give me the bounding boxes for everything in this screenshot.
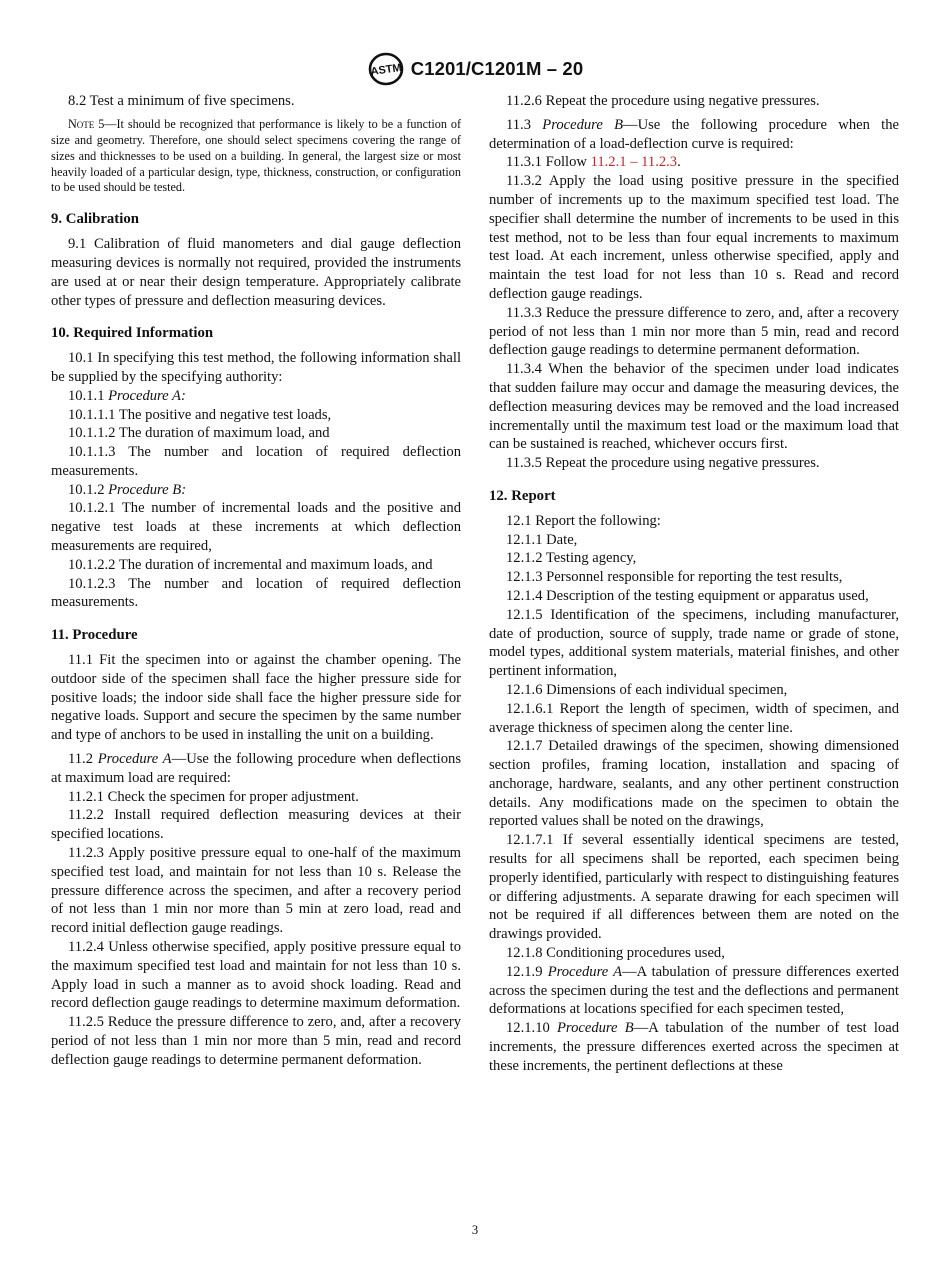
standard-designation: C1201/C1201M – 20 <box>410 58 584 79</box>
section-10-1-1-3: 10.1.1.3 The number and location of required deflection measurements. <box>51 444 461 479</box>
section-12-1: 12.1 Report the following: <box>506 512 661 529</box>
section-9-1: 9.1 Calibration of fluid manometers and dial gauge deflection measuring devices is normally not required, provided the instruments are used at or near their design temperature. Appropriately calibrate other types of pressure and deflection measuring devices. <box>51 236 461 309</box>
section-11-2-5: 11.2.5 Reduce the pressure difference to zero, and, after a recovery period of not less than 1 min nor more than 5 min, read and record deflection gauge readings to determine permanent deformation. <box>51 1014 461 1068</box>
section-12-1-5: 12.1.5 Identification of the specimens, including manufacturer, date of production, source of supply, trade name or grade of stone, model types, additional system materials, material finishes, and other pertinent information, <box>489 606 899 680</box>
page-number: 3 <box>471 1223 479 1237</box>
heading-report: 12. Report <box>489 487 556 504</box>
section-12-1-3: 12.1.3 Personnel responsible for reporting the test results, <box>506 569 843 586</box>
section-11-2-3: 11.2.3 Apply positive pressure equal to one-half of the maximum specified test load, and maintain for not less than 10 s. Release the pressure difference across the specimen, and after a recovery period of not less than 1 min nor more than 5 min at zero load, read and record initial deflection gauge readings. <box>51 845 461 937</box>
astm-logo-icon <box>367 52 405 86</box>
section-10-1-1: 10.1.1 Procedure A: <box>68 387 186 404</box>
section-8-2: 8.2 Test a minimum of five specimens. <box>68 93 295 109</box>
section-11-3-2: 11.3.2 Apply the load using positive pressure in the specified number of increments up to the maximum specified test load. The specifier shall determine the number of increments to be used in this test method, not to be less than four equal increments to maximum test load. At each increment, unless otherwise specified, apply and maintain the test load for not less than 10 s. Read and record deflection gauge readings. <box>489 173 899 302</box>
section-11-3: 11.3 Procedure B—Use the following procedure when the determination of a load-deflection curve is required: <box>489 116 899 152</box>
section-12-1-9: 12.1.9 Procedure A—A tabulation of pressure differences exerted across the specimen during the test and the deflections and permanent deformations at locations specified for each specimen tested, <box>489 963 899 1018</box>
heading-procedure: 11. Procedure <box>51 627 138 644</box>
section-10-1-1-1: 10.1.1.1 The positive and negative test loads, <box>68 406 332 423</box>
section-11-2-6: 11.2.6 Repeat the procedure using negative pressures. <box>506 93 820 109</box>
section-10-1-2-1: 10.1.2.1 The number of incremental loads and the positive and negative test loads at these increments at which deflection measurements are required, <box>51 500 461 555</box>
section-12-1-6: 12.1.6 Dimensions of each individual specimen, <box>506 681 788 698</box>
heading-required-information: 10. Required Information <box>51 325 214 342</box>
section-12-1-2: 12.1.2 Testing agency, <box>506 550 637 567</box>
section-11-3-5: 11.3.5 Repeat the procedure using negative pressures. <box>506 455 820 472</box>
page-header <box>0 52 950 91</box>
section-11-3-1: 11.3.1 Follow 11.2.1 – 11.2.3. <box>506 154 681 171</box>
section-11-1: 11.1 Fit the specimen into or against the chamber opening. The outdoor side of the specimen shall face the higher pressure side for positive loads; the indoor side shall face the higher pressure side for negative loads. Support and secure the specimen by the same number and type of anchors to be used in installing the unit on a building. <box>51 652 461 744</box>
section-12-1-1: 12.1.1 Date, <box>506 531 578 548</box>
section-10-1-2-3: 10.1.2.3 The number and location of required deflection measurements. <box>51 575 461 611</box>
section-11-2-4: 11.2.4 Unless otherwise specified, apply positive pressure equal to the maximum specified test load and maintain for not less than 10 s. Apply load in such a manner as to avoid shock loading. Read and record deflection gauge readings to determine maximum deformation. <box>51 939 461 1012</box>
cross-reference-link[interactable]: 11.2.1 – 11.2.3 <box>590 154 678 171</box>
section-12-1-7: 12.1.7 Detailed drawings of the specimen, showing dimensioned section profiles, framing location, installation and spacing of anchorage, hardware, sealants, and any other pertinent construction details. Any modifications made on the specimen to obtain the reported values shall be noted on the drawings, <box>489 738 899 830</box>
heading-calibration: 9. Calibration <box>51 211 139 228</box>
section-10-1-2: 10.1.2 Procedure B: <box>68 481 187 498</box>
section-10-1: 10.1 In specifying this test method, the following information shall be supplied by the specifying authority: <box>51 350 461 385</box>
section-12-1-6-1: 12.1.6.1 Report the length of specimen, width of specimen, and average thickness of specimen along the center line. <box>489 700 899 736</box>
left-column <box>51 92 461 1070</box>
section-12-1-8: 12.1.8 Conditioning procedures used, <box>506 945 725 962</box>
section-12-1-4: 12.1.4 Description of the testing equipment or apparatus used, <box>506 587 869 604</box>
note-5: Note 5—It should be recognized that performance is likely to be a function of size and geometry. Therefore, one should select specimens covering the range of sizes and thicknesses to be used on a building. In general, the largest size or most heavily loaded of a particular design, type, thickness, construction, or configuration to be used should be tested. <box>51 116 462 195</box>
section-12-1-7-1: 12.1.7.1 If several essentially identical specimens are tested, results for all specimens shall be reported, each specimen being properly identified, particularly with respect to distinguishing features or differing adjustments. A separate drawing for each specimen will not be required if all differences between them are noted on the drawings provided. <box>489 832 899 943</box>
section-10-1-1-2: 10.1.1.2 The duration of maximum load, and <box>68 425 330 442</box>
section-11-3-4: 11.3.4 When the behavior of the specimen under load indicates that sudden failure may occur and damage the measuring devices, the deflection measuring devices may be removed and the load increased incrementally until the maximum test load or the maximum load that can be sustained is reached, whichever occurs first. <box>489 361 899 453</box>
section-11-2: 11.2 Procedure A—Use the following procedure when deflections at maximum load are required: <box>51 751 461 786</box>
section-11-2-2: 11.2.2 Install required deflection measuring devices at their specified locations. <box>51 807 461 843</box>
section-11-3-3: 11.3.3 Reduce the pressure difference to zero, and, after a recovery period of not less than 1 min nor more than 5 min, read and record deflection gauge readings to determine permanent deformation. <box>489 304 899 359</box>
section-10-1-2-2: 10.1.2.2 The duration of incremental and maximum loads, and <box>68 556 433 573</box>
svg-text:ASTM: ASTM <box>369 61 403 79</box>
section-12-1-10: 12.1.10 Procedure B—A tabulation of the number of test load increments, the pressure differences exerted across the specimen at these increments, the pertinent deflections at these <box>489 1020 900 1074</box>
section-11-2-1: 11.2.1 Check the specimen for proper adjustment. <box>68 788 359 805</box>
right-column <box>489 92 899 1076</box>
